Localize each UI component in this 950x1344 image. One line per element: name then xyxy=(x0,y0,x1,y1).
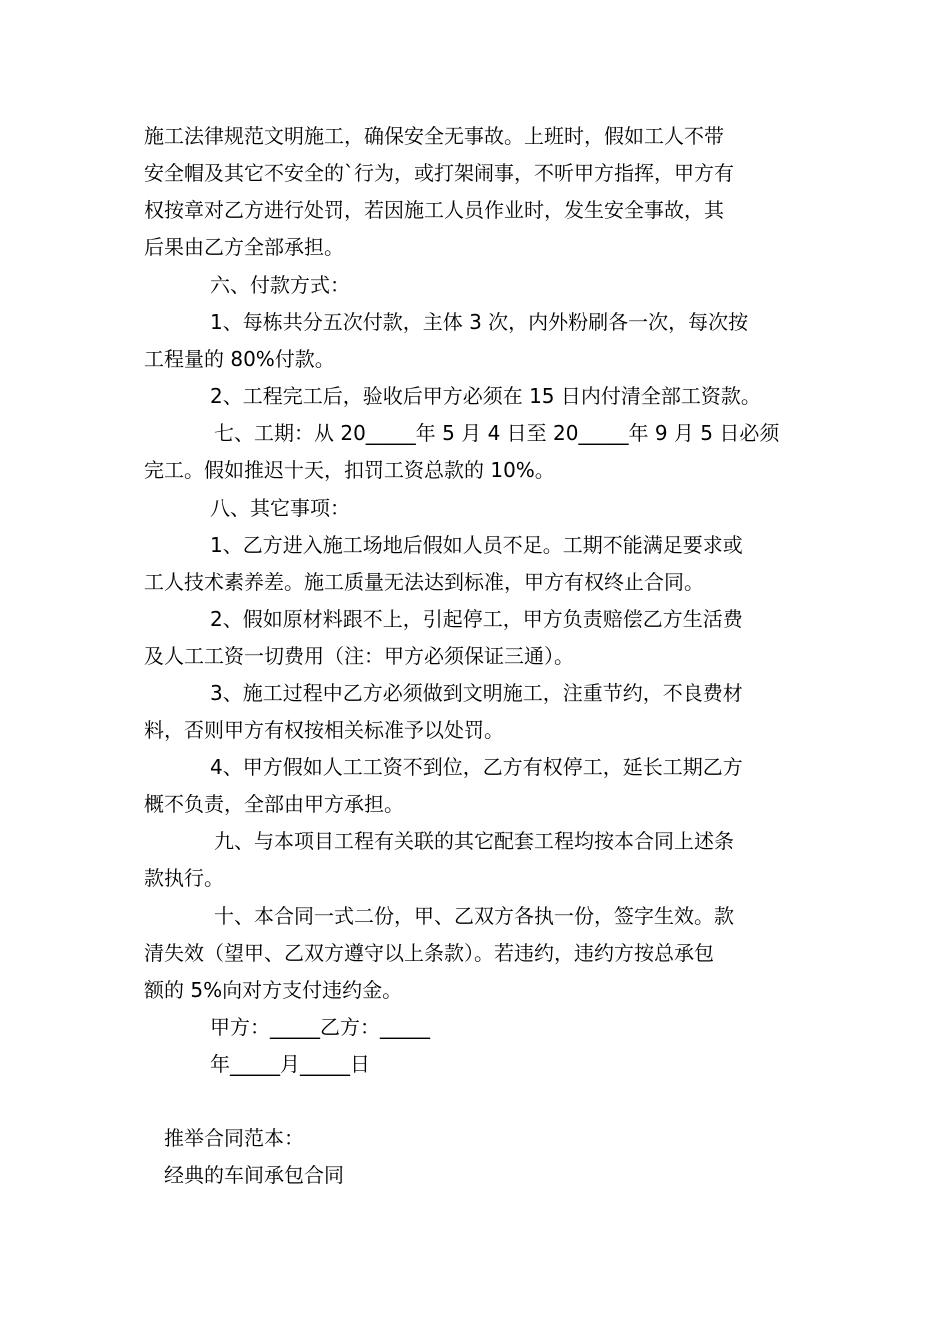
body-line: 4、甲方假如人工工资不到位，乙方有权停工，延长工期乙方 xyxy=(210,755,743,779)
section-heading-schedule: 七、工期：从 20_____年 5 月 4 日至 20_____年 9 月 5 日必须 xyxy=(214,421,780,445)
signature-line: 甲方：_____乙方：_____ xyxy=(210,1015,430,1039)
body-line: 1、乙方进入施工场地后假如人员不足。工期不能满足要求或 xyxy=(210,533,743,557)
body-line: 1、每栋共分五次付款，主体 3 次，内外粉刷各一次，每次按 xyxy=(210,310,749,334)
recommend-heading: 推举合同范本： xyxy=(164,1126,304,1150)
body-line: 款执行。 xyxy=(144,866,224,890)
body-line: 后果由乙方全部承担。 xyxy=(144,235,344,259)
body-line: 2、假如原材料跟不上，引起停工，甲方负责赔偿乙方生活费 xyxy=(210,607,743,631)
body-line: 完工。假如推迟十天，扣罚工资总款的 10%。 xyxy=(144,458,555,482)
body-line: 料，否则甲方有权按相关标准予以处罚。 xyxy=(144,718,504,742)
body-line: 权按章对乙方进行处罚，若因施工人员作业时，发生安全事故，其 xyxy=(144,198,724,222)
section-heading-nine: 九、与本项目工程有关联的其它配套工程均按本合同上述条 xyxy=(214,829,734,853)
recommend-link[interactable]: 经典的车间承包合同 xyxy=(164,1163,344,1187)
date-line: 年_____月_____日 xyxy=(210,1052,370,1076)
body-line: 2、工程完工后，验收后甲方必须在 15 日内付清全部工资款。 xyxy=(210,384,761,408)
body-line: 工人技术素养差。施工质量无法达到标准，甲方有权终止合同。 xyxy=(144,570,704,594)
body-line: 概不负责，全部由甲方承担。 xyxy=(144,792,404,816)
body-line: 3、施工过程中乙方必须做到文明施工，注重节约，不良费材 xyxy=(210,681,743,705)
section-heading-other: 八、其它事项： xyxy=(210,496,350,520)
section-heading-ten: 十、本合同一式二份，甲、乙双方各执一份，签字生效。款 xyxy=(214,904,734,928)
body-line: 清失效（望甲、乙双方遵守以上条款）。若违约，违约方按总承包 xyxy=(144,941,714,965)
body-line: 额的 5%向对方支付违约金。 xyxy=(144,978,403,1002)
body-line: 施工法律规范文明施工，确保安全无事故。上班时，假如工人不带 xyxy=(144,124,724,148)
body-line: 及人工工资一切费用（注：甲方必须保证三通）。 xyxy=(144,644,574,668)
body-line: 工程量的 80%付款。 xyxy=(144,347,335,371)
section-heading-payment: 六、付款方式： xyxy=(210,273,350,297)
body-line: 安全帽及其它不安全的`行为，或打架闹事，不听甲方指挥，甲方有 xyxy=(144,161,734,185)
